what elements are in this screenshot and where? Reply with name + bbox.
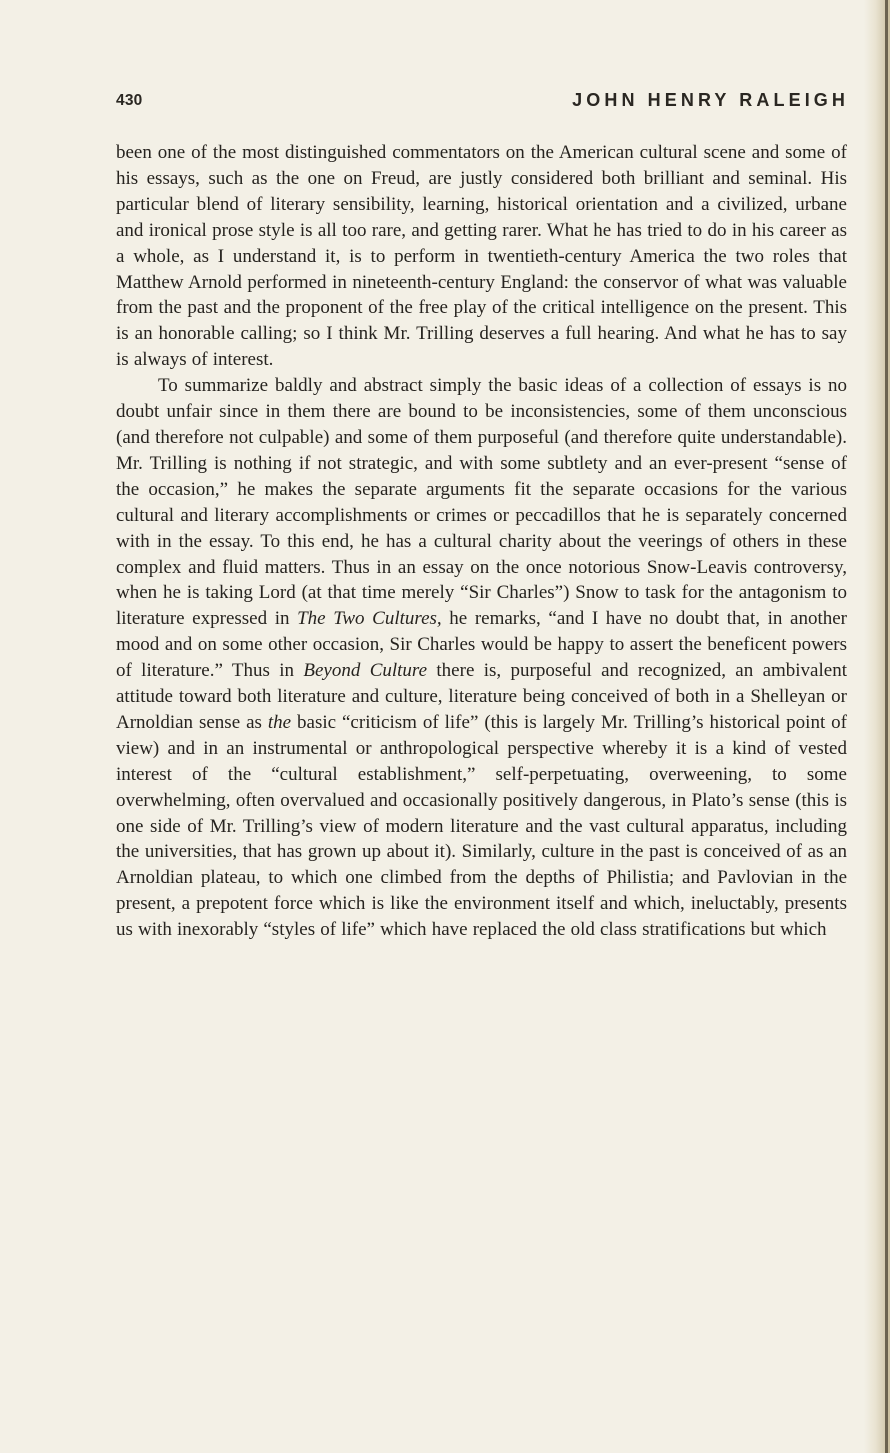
- emphasis-the: the: [267, 711, 292, 733]
- page-number: 430: [116, 92, 143, 109]
- running-title: JOHN HENRY RALEIGH: [572, 90, 849, 110]
- body-text: [116, 140, 847, 943]
- paragraph-2-text-1: To summarize baldly and abstract simply the basic ideas of a collection of essays is no doubt unfair since in them there are bound to be inconsistencies, some of them unconscious (and therefore not culpable) and some of them purposeful (and therefore quite understandable). Mr. Trilling is nothing if not strategic, and with some subtlety and an ever-present “sense of the occasion,” he makes the separate arguments fit the separate occasions for the various cultural and literary accomplishments or crimes or peccadillos that he is separately concerned with in the essay. To this end, he has a cultural charity about the veerings of others in these complex and fluid matters. Thus in an essay on the once notorious Snow-Leavis controversy, when he is taking Lord (at that time merely “Sir Charles”) Snow to task for the antagonism to literature expressed in: [116, 375, 847, 630]
- paragraph-2-text-3: there is, purposeful and recognized, an ambivalent attitude toward both literature and culture, literature being conceived of both in a Shelleyan or Arnoldian sense as: [116, 660, 847, 733]
- binding-edge-line: [885, 0, 888, 1453]
- paragraph-2-text-2: he remarks, “and I have no doubt that, in another mood and on some other occasion, Sir Charles would be happy to assert the beneficent powers of literature.” Thus in: [116, 608, 847, 682]
- running-head: [116, 90, 849, 116]
- book-title-two-cultures: The Two Cultures,: [297, 608, 442, 630]
- book-title-beyond-culture: Beyond Culture: [303, 660, 428, 682]
- paragraph-1: been one of the most distinguished commentators on the American cultural scene and some of his essays, such as the one on Freud, are justly considered both brilliant and seminal. His particular blend of literary sensibility, learning, historical orientation and a civilized, urbane and ironical prose style is all too rare, and getting rarer. What he has tried to do in his career as a whole, as I understand it, is to perform in twentieth-century America the two roles that Matthew Arnold performed in nineteenth-century England: the conservor of what was valuable from the past and the proponent of the free play of the critical intelligence on the present. This is an honorable calling; so I think Mr. Trilling deserves a full hearing. And what he has to say is always of interest.: [116, 142, 847, 371]
- paragraph-2: [116, 373, 847, 943]
- paragraph-2-text-4: basic “criticism of life” (this is largely Mr. Trilling’s historical point of view) and in an instrumental or anthropological perspective whereby it is a kind of vested interest of the “cultural establishment,” self-perpetuating, overweening, to some overwhelming, often overvalued and occasionally positively dangerous, in Plato’s sense (this is one side of Mr. Trilling’s view of modern literature and the vast cultural apparatus, including the universities, that has grown up about it). Similarly, culture in the past is conceived of as an Arnoldian plateau, to which one climbed from the depths of Philistia; and Pavlovian in the present, a prepotent force which is like the environment itself and which, ineluctably, presents us with inexorably “styles of life” which have replaced the old class stratifications but which: [116, 711, 847, 941]
